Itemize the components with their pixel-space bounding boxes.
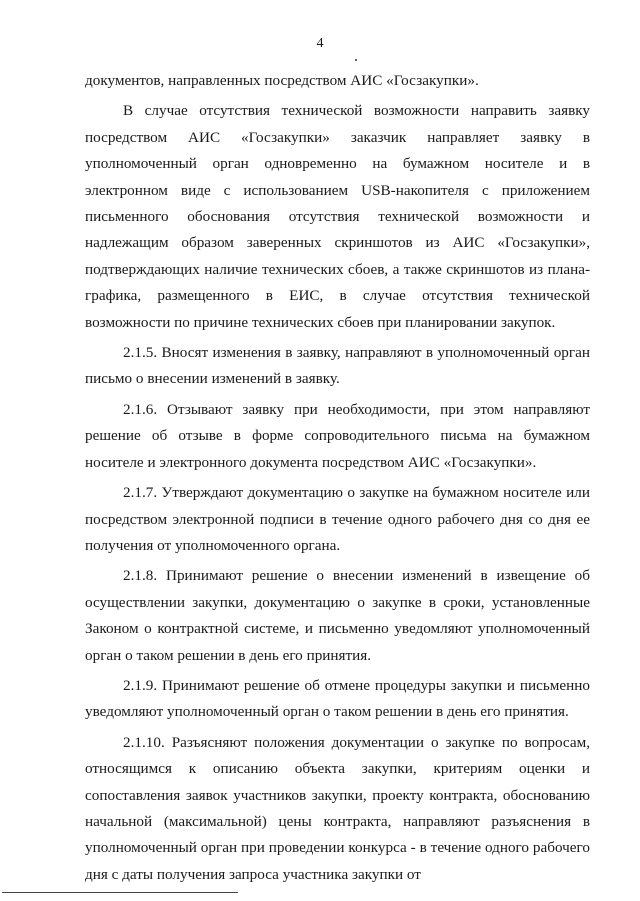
document-body <box>85 68 590 892</box>
paragraph-2-1-10: 2.1.10. Разъясняют положения документации о закупке по вопросам, относящимся к описанию объекта закупки, критериям оценки и сопоставления заявок участников закупки, проекту контракта, обоснованию начальной (максимальной) цены контракта, направляют разъяснения в уполномоченный орган при проведении конкурса - в течение одного рабочего дня с даты получения запроса участника закупки от <box>85 733 590 883</box>
paragraph-continuation: документов, направленных посредством АИС «Госзакупки». <box>85 72 479 89</box>
paragraph-2-1-6: 2.1.6. Отзывают заявку при необходимости, при этом направляют решение об отзыве в форме сопроводительного письма на бумажном носителе и электронного документа посредством АИС «Госзакупки». <box>85 400 590 471</box>
paragraph-2-1-9: 2.1.9. Принимают решение об отмене процедуры закупки и письменно уведомляют уполномоченный орган о таком решении в день его принятия. <box>85 676 590 721</box>
paragraph-2-1-5: 2.1.5. Вносят изменения в заявку, направляют в уполномоченный орган письмо о внесении изменений в заявку. <box>85 344 590 388</box>
footnote-separator <box>2 892 238 893</box>
paragraph-2-1-8: 2.1.8. Принимают решение о внесении изменений в извещение об осуществлении закупки, документацию о закупке в сроки, установленные Законом о контрактной системе, и письменно уведомляют уполномоченный орган о таком решении в день его принятия. <box>85 567 590 664</box>
paragraph-2-1-7: 2.1.7. Утверждают документацию о закупке на бумажном носителе или посредством электронной подписи в течение одного рабочего дня со дня ее получения от уполномоченного органа. <box>85 484 590 554</box>
paragraph-no-technical-possibility: В случае отсутствия технической возможности направить заявку посредством АИС «Госзакупки» заказчик направляет заявку в уполномоченный орган одновременно на бумажном носителе и в электронном виде с использованием USB-накопителя с приложением письменного обоснования отсутствия технической возможности и надлежащим образом заверенных скриншотов из АИС «Госзакупки», подтверждающих наличие технических сбоев, а также скриншотов из плана-графика, размещенного в ЕИС, в случае отсутствия технической возможности по причине технических сбоев при планировании закупок. <box>85 102 590 331</box>
scan-speck <box>355 59 357 61</box>
page-number: 4 <box>316 36 324 51</box>
